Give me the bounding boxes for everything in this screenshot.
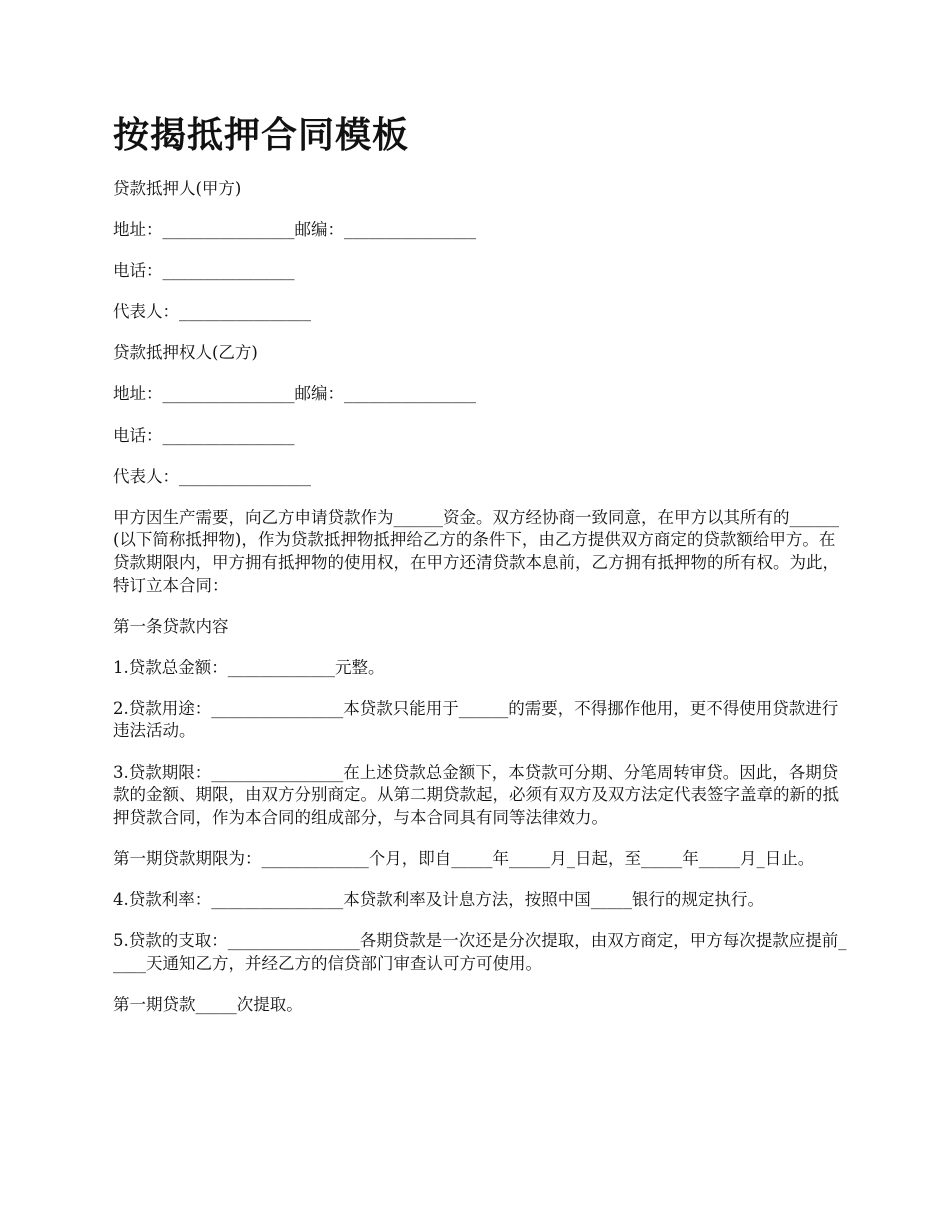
loan-term-clause: 3.贷款期限：________________在上述贷款总金额下，本贷款可分期、分笔周转审贷。因此，各期贷款的金额、期限，由双方分别商定。从第二期贷款起，必须有双方及双方法定代表签字盖章的新的抵押贷款合同，作为本合同的组成部分，与本合同具有同等法律效力。 xyxy=(113,762,839,827)
document-title: 按揭抵押合同模板 xyxy=(113,115,410,156)
first-period-term-clause: 第一期贷款期限为：_____________个月，即自_____年_____月_日起，至_____年_____月_日止。 xyxy=(113,848,815,868)
loan-purpose-clause: 2.贷款用途：________________本贷款只能用于______的需要，不得挪作他用，更不得使用贷款进行违法活动。 xyxy=(113,698,839,741)
loan-amount-clause: 1.贷款总金额：_____________元整。 xyxy=(113,657,385,677)
party-b-heading: 贷款抵押权人(乙方) xyxy=(113,343,258,363)
document-page xyxy=(113,110,849,1035)
party-a-phone-line: 电话：________________ xyxy=(113,261,295,281)
party-b-phone-line: 电话：________________ xyxy=(113,425,295,445)
article-one-heading: 第一条贷款内容 xyxy=(113,616,229,636)
preamble-paragraph: 甲方因生产需要，向乙方申请贷款作为______资金。双方经协商一致同意，在甲方以其所有的______(以下简称抵押物)，作为贷款抵押物抵押给乙方的条件下，由乙方提供双方商定的贷款额给甲方。在贷款期限内，甲方拥有抵押物的使用权，在甲方还清贷款本息前，乙方拥有抵押物的所有权。为此，特订立本合同： xyxy=(113,507,839,595)
loan-withdrawal-clause: 5.贷款的支取：________________各期贷款是一次还是分次提取，由双方商定，甲方每次提款应提前_____天通知乙方，并经乙方的信贷部门审查认可方可使用。 xyxy=(113,930,847,973)
party-a-heading: 贷款抵押人(甲方) xyxy=(113,179,242,198)
party-b-address-line: 地址：________________邮编：________________ xyxy=(113,384,476,404)
party-a-representative-line: 代表人：________________ xyxy=(113,302,311,322)
first-period-withdrawal-clause: 第一期贷款_____次提取。 xyxy=(113,994,303,1014)
loan-interest-clause: 4.贷款利率：________________本贷款利率及计息方法，按照中国_____银行的规定执行。 xyxy=(113,889,764,909)
party-a-address-line: 地址：________________邮编：________________ xyxy=(113,220,476,240)
party-b-representative-line: 代表人：________________ xyxy=(113,466,311,486)
